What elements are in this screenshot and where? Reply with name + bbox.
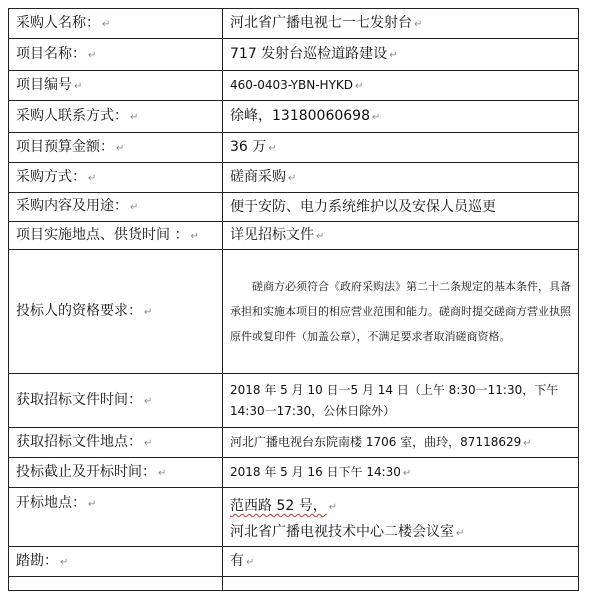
row-label: 采购人名称： (16, 14, 100, 31)
table-row (9, 374, 579, 428)
table-row (9, 488, 579, 547)
paragraph-mark-icon: ↵ (116, 142, 125, 154)
value-cell (223, 577, 579, 591)
table-row (9, 250, 579, 374)
row-label: 采购内容及用途： (16, 198, 128, 214)
label-cell (9, 374, 223, 428)
row-label: 采购人联系方式： (16, 107, 128, 124)
row-value: 便于安防、电力系统维护以及安保人员巡更 (230, 199, 496, 215)
row-value: 详见招标文件 (230, 226, 314, 243)
address-line-2: 河北省广播电视技术中心二楼会议室 ↵ (230, 524, 465, 540)
value-cell (223, 458, 579, 488)
paragraph-mark-icon: ↵ (268, 142, 277, 154)
value-cell (223, 488, 579, 547)
label-cell (9, 9, 223, 39)
value-cell (223, 39, 579, 71)
paragraph-mark-icon: ↵ (158, 467, 167, 479)
qualification-text: 磋商方必须符合《政府采购法》第二十二条规定的基本条件，具备承担和实施本项目的相应营业范围和能力。磋商时提交磋商方营业执照原件或复印件（加盖公章），不满足要求者取消磋商资格。 (230, 280, 571, 343)
table-row (9, 39, 579, 71)
value-cell (223, 101, 579, 133)
paragraph-mark-icon: ↵ (355, 81, 364, 92)
paragraph-mark-icon: ↵ (456, 528, 465, 539)
paragraph-mark-icon: ↵ (60, 556, 69, 568)
table-row (9, 133, 579, 163)
table-row (9, 71, 579, 101)
row-label: 项目名称： (16, 45, 86, 62)
paragraph-mark-icon: ↵ (144, 306, 153, 318)
label-cell (9, 547, 223, 577)
value-cell (223, 547, 579, 577)
row-value: 2018 年 5 月 16 日下午 14:30 (230, 465, 401, 479)
procurement-info-table (8, 8, 579, 591)
table-row (9, 9, 579, 39)
row-label: 获取招标文件时间： (16, 391, 142, 408)
row-value: 460-0403-YBN-HYKD (230, 78, 354, 92)
table-row (9, 547, 579, 577)
paragraph-mark-icon: ↵ (414, 18, 423, 30)
row-value: 2018 年 5 月 10 日一5 月 14 日（上午 8:30一11:30，下午 14:30一17:30，公休日除外） (230, 382, 559, 418)
row-label: 项目编号 (16, 76, 72, 93)
value-cell (223, 193, 579, 222)
row-value: 36 万 (230, 138, 267, 155)
label-cell (9, 71, 223, 101)
value-cell (223, 71, 579, 101)
table-row (9, 193, 579, 222)
paragraph-mark-icon: ↵ (88, 172, 97, 184)
row-label: 项目实施地点、供货时间 ： (16, 226, 189, 243)
row-label: 投标截止及开标时间： (16, 463, 156, 480)
row-value: 磋商采购 (230, 168, 286, 185)
table-row (9, 428, 579, 458)
row-value: 河北省广播电视七一七发射台 (230, 14, 412, 31)
row-label: 获取招标文件地点： (16, 433, 142, 450)
row-label: 踏勘： (16, 552, 58, 569)
table-row (9, 222, 579, 250)
label-cell (9, 193, 223, 222)
row-value: 717 发射台巡检道路建设 (230, 45, 388, 62)
value-cell (223, 9, 579, 39)
row-value: 徐峰，13180060698 (230, 107, 370, 124)
row-value: 河北广播电视台东院南楼 1706 室，曲玲，87118629 (230, 435, 522, 449)
table-row (9, 163, 579, 193)
paragraph-mark-icon: ↵ (130, 111, 139, 123)
address-line-1: 范西路 52 号， ↵ (230, 498, 338, 514)
paragraph-mark-icon: ↵ (523, 438, 532, 449)
label-cell (9, 458, 223, 488)
label-cell (9, 39, 223, 71)
paragraph-mark-icon: ↵ (102, 18, 111, 30)
paragraph-mark-icon: ↵ (371, 111, 381, 123)
paragraph-mark-icon: ↵ (88, 499, 97, 510)
label-cell (9, 133, 223, 163)
label-cell (9, 222, 223, 250)
paragraph-mark-icon: ↵ (246, 556, 255, 568)
label-cell (9, 163, 223, 193)
paragraph-mark-icon: ↵ (328, 502, 338, 513)
row-label: 项目预算金额： (16, 138, 114, 155)
paragraph-mark-icon: ↵ (144, 437, 153, 449)
label-cell (9, 428, 223, 458)
paragraph-mark-icon: ↵ (144, 395, 153, 407)
table-row (9, 101, 579, 133)
label-cell (9, 101, 223, 133)
row-label: 采购方式： (16, 168, 86, 185)
value-cell (223, 250, 579, 374)
paragraph-mark-icon: ↵ (389, 49, 398, 61)
paragraph-mark-icon: ↵ (402, 468, 412, 479)
value-cell (223, 222, 579, 250)
value-cell (223, 428, 579, 458)
row-value: 有 (230, 552, 244, 569)
label-cell (9, 250, 223, 374)
table-row (9, 577, 579, 591)
paragraph-mark-icon: ↵ (316, 230, 325, 242)
row-label: 投标人的资格要求： (16, 302, 142, 319)
paragraph-mark-icon: ↵ (88, 49, 97, 61)
value-cell (223, 374, 579, 428)
row-label: 开标地点： (16, 495, 86, 511)
label-cell (9, 577, 223, 591)
paragraph-mark-icon: ↵ (190, 230, 199, 242)
paragraph-mark-icon: ↵ (288, 172, 297, 184)
paragraph-mark-icon: ↵ (74, 80, 83, 92)
label-cell (9, 488, 223, 547)
table-row (9, 458, 579, 488)
value-cell (223, 163, 579, 193)
value-cell (223, 133, 579, 163)
paragraph-mark-icon: ↵ (130, 202, 139, 213)
